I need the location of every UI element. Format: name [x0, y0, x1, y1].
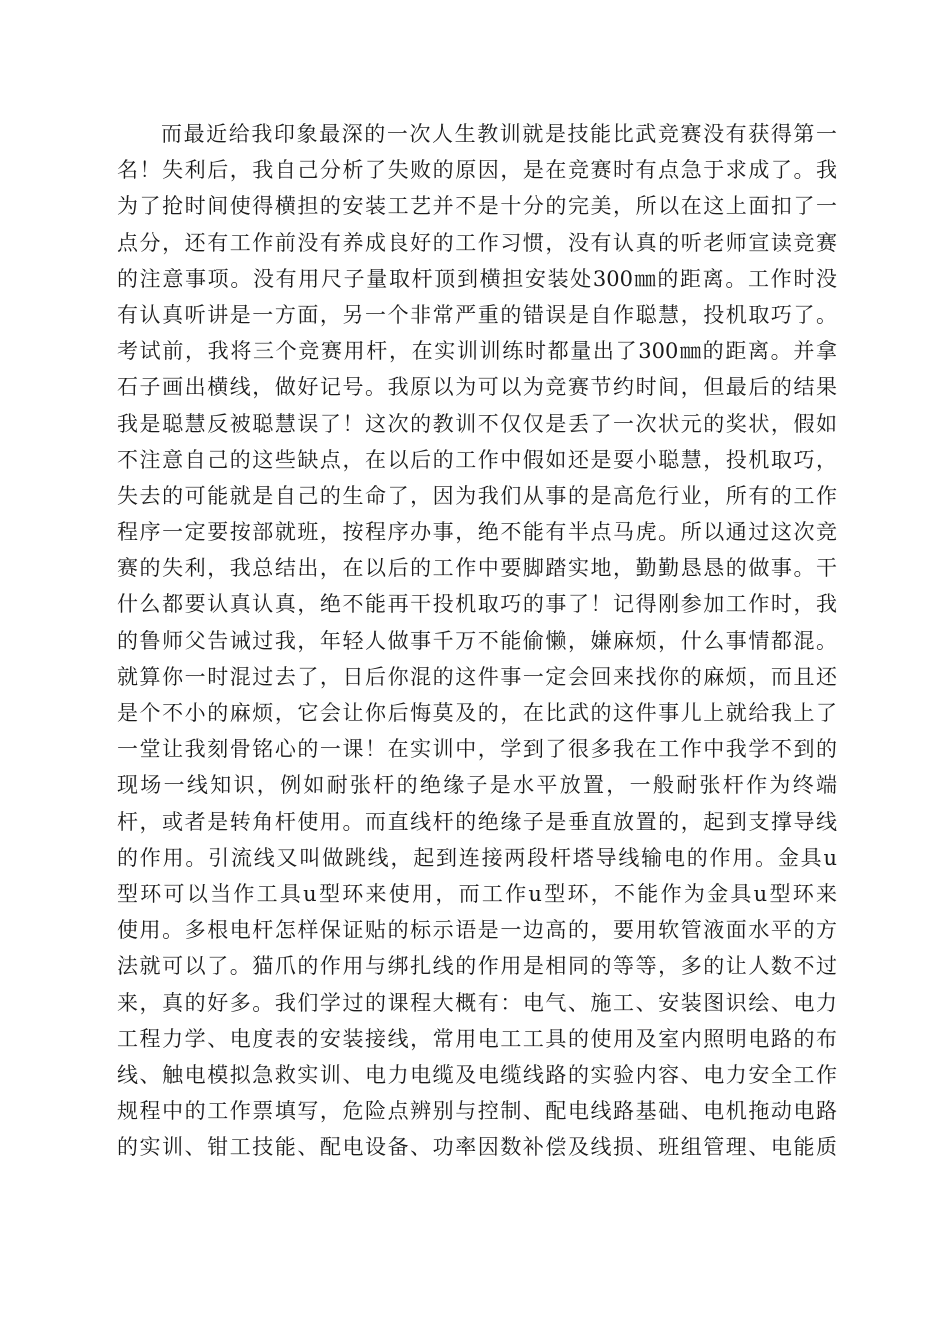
text-line: 不注意自己的这些缺点，在以后的工作中假如还是耍小聪慧，投机取巧，	[117, 447, 837, 472]
text-line: 失去的可能就是自己的生命了，因为我们从事的是高危行业，所有的工作	[117, 483, 837, 508]
text-line: 而最近给我印象最深的一次人生教训就是技能比武竞赛没有获得第一	[161, 122, 837, 146]
text-line: 就算你一时混过去了，日后你混的这件事一定会回来找你的麻烦，而且还	[117, 664, 837, 689]
text-line: 线、触电模拟急救实训、电力电缆及电缆线路的实验内容、电力安全工作	[117, 1062, 837, 1087]
text-line: 什么都要认真认真，绝不能再干投机取巧的事了！记得刚参加工作时，我	[117, 592, 837, 617]
text-line: 的作用。引流线又叫做跳线，起到连接两段杆塔导线输电的作用。金具u	[117, 845, 837, 870]
text-line: 程序一定要按部就班，按程序办事，绝不能有半点马虎。所以通过这次竞	[117, 520, 837, 545]
text-line: 杆，或者是转角杆使用。而直线杆的绝缘子是垂直放置的，起到支撑导线	[117, 809, 837, 834]
text-line: 一堂让我刻骨铭心的一课！在实训中，学到了很多我在工作中我学不到的	[117, 737, 837, 762]
text-line: 点分，还有工作前没有养成良好的工作习惯，没有认真的听老师宣读竞赛	[117, 230, 837, 255]
text-line: 赛的失利，我总结出，在以后的工作中要脚踏实地，勤勤恳恳的做事。干	[117, 556, 837, 581]
text-line: 我是聪慧反被聪慧误了！这次的教训不仅仅是丢了一次状元的奖状，假如	[117, 411, 837, 436]
text-line: 使用。多根电杆怎样保证贴的标示语是一边高的，要用软管液面水平的方	[117, 918, 837, 943]
text-line: 为了抢时间使得横担的安装工艺并不是十分的完美，所以在这上面扣了一	[117, 194, 837, 219]
text-line: 工程力学、电度表的安装接线，常用电工工具的使用及室内照明电路的布	[117, 1026, 837, 1051]
text-line: 来，真的好多。我们学过的课程大概有：电气、施工、安装图识绘、电力	[117, 990, 837, 1015]
text-line: 型环可以当作工具u型环来使用，而工作u型环，不能作为金具u型环来	[117, 881, 837, 906]
text-line: 的实训、钳工技能、配电设备、功率因数补偿及线损、班组管理、电能质	[117, 1135, 837, 1160]
text-line: 是个不小的麻烦，它会让你后悔莫及的，在比武的这件事儿上就给我上了	[117, 701, 837, 725]
text-line: 考试前，我将三个竞赛用杆，在实训训练时都量出了300㎜的距离。并拿	[117, 339, 837, 364]
body-paragraph	[117, 116, 837, 1165]
text-line: 石子画出横线，做好记号。我原以为可以为竞赛节约时间，但最后的结果	[117, 375, 837, 400]
text-line: 的注意事项。没有用尺子量取杆顶到横担安装处300㎜的距离。工作时没	[117, 266, 837, 291]
text-line: 名！失利后，我自己分析了失败的原因，是在竞赛时有点急于求成了。我	[117, 158, 837, 183]
text-line: 的鲁师父告诫过我，年轻人做事千万不能偷懒，嫌麻烦，什么事情都混。	[117, 628, 837, 653]
text-line: 法就可以了。猫爪的作用与绑扎线的作用是相同的等等，多的让人数不过	[117, 954, 837, 979]
text-line: 有认真听讲是一方面，另一个非常严重的错误是自作聪慧，投机取巧了。	[117, 302, 837, 327]
text-line: 规程中的工作票填写，危险点辨别与控制、配电线路基础、电机拖动电路	[117, 1099, 837, 1124]
text-line: 现场一线知识，例如耐张杆的绝缘子是水平放置，一般耐张杆作为终端	[117, 773, 837, 798]
